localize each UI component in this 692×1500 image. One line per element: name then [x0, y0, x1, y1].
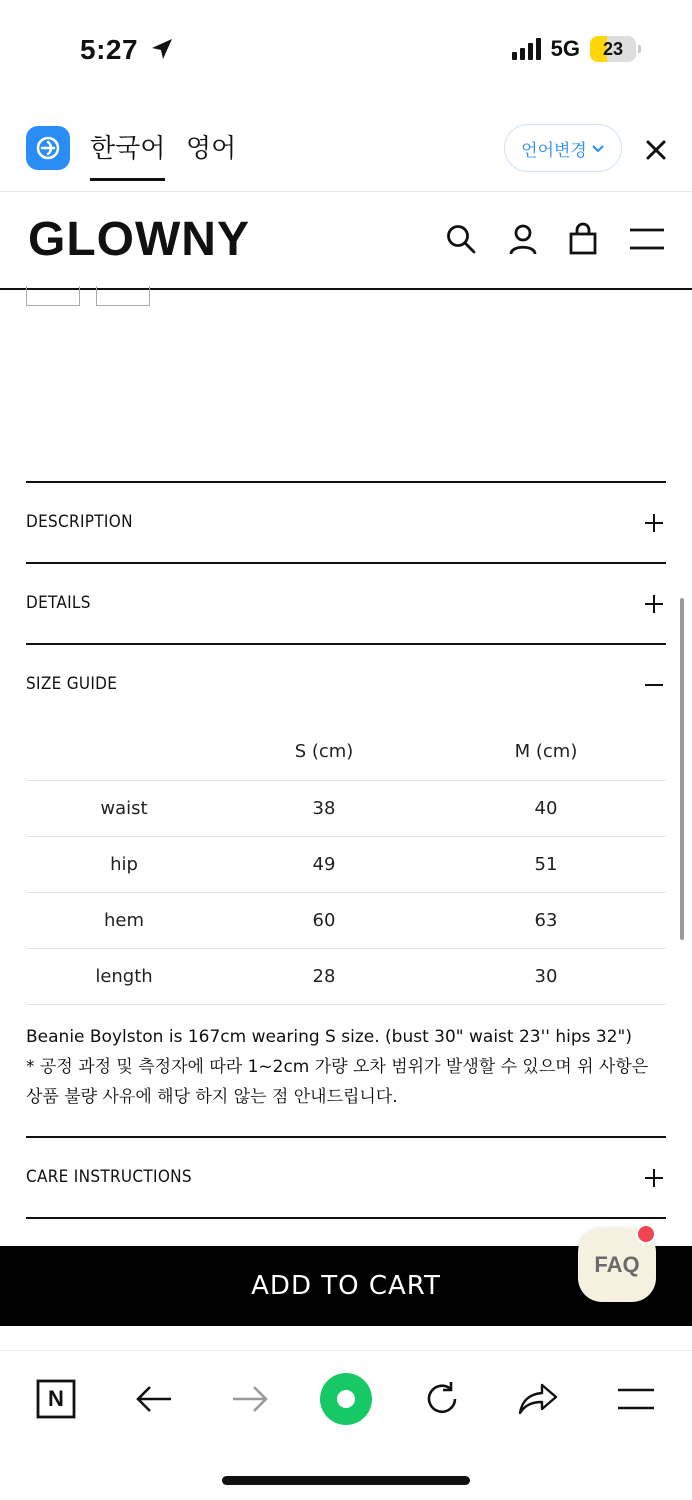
translate-logo-icon: [26, 126, 70, 170]
search-icon[interactable]: [444, 222, 478, 256]
table-row: [26, 836, 666, 892]
table-row: [26, 948, 666, 1004]
reload-icon: [423, 1380, 461, 1418]
size-note: [26, 1022, 666, 1112]
network-label: 5G: [550, 36, 580, 61]
home-indicator: [222, 1476, 470, 1485]
close-icon[interactable]: [640, 134, 672, 166]
naver-n-label: N: [48, 1386, 64, 1411]
divider: [26, 562, 666, 564]
measurement-disclaimer: * 공정 과정 및 측정자에 따라 1~2cm 가량 오차 범위가 발생할 수 있으며 위 사항은 상품 불량 사유에 해당 하지 않는 점 안내드립니다.: [26, 1057, 649, 1107]
table-cell: 51: [426, 836, 666, 892]
divider: [26, 643, 666, 645]
table-header-cell: S (cm): [294, 741, 354, 763]
tab-english[interactable]: 영어: [186, 134, 237, 164]
back-button[interactable]: [132, 1377, 176, 1421]
table-cell: 38: [222, 780, 426, 836]
status-time: [80, 34, 174, 66]
chevron-down-icon: [591, 141, 605, 155]
forward-button[interactable]: [228, 1377, 272, 1421]
signal-icon: [512, 38, 541, 60]
model-info-text: Beanie Boylston is 167cm wearing S size. (bust 30" waist 23'' hips 32"): [26, 1027, 632, 1047]
change-language-label: 언어변경: [521, 140, 587, 161]
size-option-chip-m[interactable]: [96, 286, 150, 306]
table-cell-label: waist: [26, 780, 222, 836]
size-guide-table: [26, 724, 666, 1005]
green-dot-icon: [320, 1373, 372, 1425]
table-cell: 30: [426, 948, 666, 1004]
notification-dot: [636, 1224, 656, 1244]
table-cell-label: hem: [26, 892, 222, 948]
plus-icon[interactable]: [644, 594, 664, 614]
account-icon[interactable]: [506, 222, 540, 256]
reload-button[interactable]: [420, 1377, 464, 1421]
accordion-description-title: DESCRIPTION: [26, 512, 133, 532]
shopping-bag-icon[interactable]: [566, 222, 600, 256]
battery-icon: [590, 36, 636, 62]
browser-menu-button[interactable]: [614, 1377, 658, 1421]
table-cell-label: hip: [26, 836, 222, 892]
brand-logo[interactable]: GLOWNY: [28, 213, 250, 266]
change-language-button[interactable]: [504, 124, 622, 172]
plus-icon[interactable]: [644, 513, 664, 533]
naver-home-button[interactable]: [34, 1377, 78, 1421]
table-header-row: [26, 724, 666, 780]
table-row: [26, 780, 666, 836]
share-icon: [518, 1382, 558, 1416]
table-cell: 60: [222, 892, 426, 948]
table-header-cell: M (cm): [514, 741, 578, 763]
arrow-right-icon: [231, 1384, 269, 1414]
battery-percent: 23: [602, 38, 624, 59]
status-indicators: [512, 36, 636, 62]
table-cell: 63: [426, 892, 666, 948]
plus-icon[interactable]: [644, 1168, 664, 1188]
status-time-text: 5:27: [80, 34, 139, 65]
tab-korean[interactable]: 한국어: [90, 128, 165, 165]
arrow-left-icon: [135, 1384, 173, 1414]
share-button[interactable]: [516, 1377, 560, 1421]
minus-icon[interactable]: [644, 675, 664, 695]
size-option-chip-s[interactable]: [26, 286, 80, 306]
scrollbar[interactable]: [680, 598, 684, 940]
table-cell: 40: [426, 780, 666, 836]
location-arrow-icon: [150, 37, 174, 61]
divider: [26, 1136, 666, 1138]
table-header-cell: [26, 724, 222, 780]
table-cell-label: length: [26, 948, 222, 1004]
divider: [26, 1217, 666, 1219]
accordion-care-title: CARE INSTRUCTIONS: [26, 1167, 192, 1187]
green-dot-button[interactable]: [320, 1373, 372, 1425]
add-to-cart-label: ADD TO CART: [251, 1271, 441, 1301]
translate-bar: [0, 108, 692, 192]
menu-icon[interactable]: [628, 222, 666, 256]
table-cell: 28: [222, 948, 426, 1004]
table-cell: 49: [222, 836, 426, 892]
table-row: [26, 892, 666, 948]
menu-icon: [616, 1386, 656, 1412]
faq-label: FAQ: [594, 1252, 640, 1277]
divider: [26, 481, 666, 483]
accordion-size-guide-title: SIZE GUIDE: [26, 674, 118, 694]
accordion-details-title: DETAILS: [26, 593, 91, 613]
site-header: [0, 192, 692, 290]
